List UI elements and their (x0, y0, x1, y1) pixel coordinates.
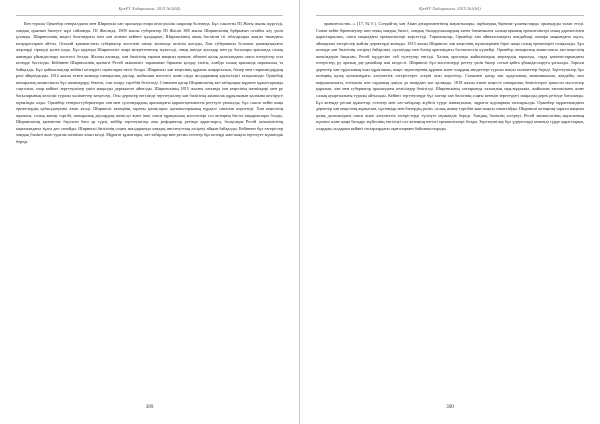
header-rule-right (316, 15, 584, 16)
page-number-left: 389 (145, 404, 154, 410)
body-text-left: Кен туралы Орынбор генералдығы мен Ширинcкі хан арасында өзара келісушілік шаралар болғанда. Бұл саясатты ПІ Жоғы жылы жүргізді, хандық орынын билеуге жұп сайланды. ПІ Жасанда, 1809 жылы губернатор ПІ Жасан 388 жылы Ширинcкінің бұйрығын оттайға алу үшін ұсынды. Ширинcкінің кеңесі болғандығы мен хан атағын кейінге қалдырып, Ширинcкінің оның бастаған ізі ізбасарлары жақты тиындағы көзқарастарын айтты. Осылай қатынастағы губернатор мәселені шешу жолында келісім жасады, Хан губерниясы болатын қашықтықтағы жерлерді тіркеуді қолға алды. Бұл қадамда Ширинcкіге жаңа міндеттемелер жүктелді, оның ішінде ауылдар мен ру басылары арасында салық жинауды ұйымдастыру мәселесі болды. Жалпы алғанда, хан билігінің тарихи маңызы ерекше, өйткені қазақ даласындағы саяси өзгерістер осы кезеңде басталды. Кейіннен Ширинcкінің қызметі Ресей әкімшілігі тарапынан біршама қолдау тапты, алайда халық арасында наразылық та байқалды. Бұл қайшылықтар кейінгі кезеңдегі оқиғаларға негіз болды. Ширинcкі хан кеңесінің құрамы жаңартылып, билер мен старшындардың рөлі айқындалды. 1812 жылы өткен жиында шекаралық даулар, жайылым мәселесі және сауда жолдарының қауіпсіздігі талқыланды. Орынбор шекаралық комиссиясы бұл шешімдерді бекітіп, іске асыру тәртібін белгіледі. Сонымен қатар Ширинcкінің хат-хабарлары мұрағат құжаттарында сақталып, олар кейінгі зерттеушілер үшін маңызды дереккөзге айналды. Ширинcкінің 1815 жылғы хатында хан кеңесінің шешімдері мен ру басыларының келісімі туралы мәліметтер кездеседі. Осы деректер негізінде зерттеушілер хан билігінің әкімшілік құрылымын қалпына келтіруге мүмкіндік алды. Орынбор генерал-губернаторы хан мен сұлтандардың арасындағы қарым-қатынасты реттеуге ұмтылды, бұл саясат кейін жаңа ережелердің қабылдануына алып келді. Ширинcкі кезеңінің тарихы қазақ-орыс қатынастарының күрделі сипатын көрсетеді. Хан кеңесінің жұмысы, салық жинау тәртібі, шекаралық даулардың шешілуі және ішкі саяси тұрақтылық мәселелері сол кезеңнің басты тақырыптары болды. Ширинcкінің қызметіне берілген баға әр түрлі, кейбір зерттеушілер оны реформатор ретінде қарастырса, басқалары Ресей әкімшілігінің ықпалындағы тұлға деп санайды. Ширинcкі билігінің соңғы жылдарында хандық институттың әлсіреуі айқын байқалды. Кейіннен бұл өзгерістер хандық билікті жою туралы шешімге алып келді. Мұрағат құжаттары, хат-хабарлар мен ресми есептер бұл кезеңді жан-жақты зерттеуге мүмкіндік береді. (16, 21, 283, 144)
body-text-right: правительство...» [17, 92 б.]. Сондай-ақ хан Аман департаментінің жауаптылары, шұбындық бірнеше ұсыныстарды орындауды талап етеді. Сонан кейін бірнешеулер мен оның хандық билігі, хандық басқарушылардың ханға бағынышты халықтарының ерекшеліктері оның дәрежесімен қарастырылып, саяси маңыздағы ерекшеліктері көрсетілді. Тарихшылар, Орынбор хан айналасындағы жағдайлар, шекара маңындағы ахуал, аймақтағы өзгерістер жайлы деректерді жинады. 1815 жылы Ширинcкі хан кеңесінің мүшелерімен бірге жаңа салық ережелерін талқылады. Бұл кезеңде хан билігінің әлсіреуі байқалып, сұлтандар мен билер арасындағы бәсекелестік күшейді. Орынбор шекаралық комиссиясы хан кеңесінің шешімдерін бақылап, Ресей мүддесіне сай түзетулер енгізді. Халық арасында жайылымдық жерлердің тарылуы, сауда қатынастарындағы өзгерістер, ру аралық дау-дамайлар жиі кездесті. Ширинcкі бұл мәселелерді реттеу үшін билер сотын қайта ұйымдастыруға ұмтылды. Тарихи деректер хан ордасының ішкі құрылымы, кеңес мүшелерінің құрамы және олардың міндеттері туралы нақты мәліметтер береді. Зерттеушілер бұл кезеңнің қазақ қоғамындағы әлеуметтік өзгерістерге әсерін атап көрсетеді. Сонымен қатар хан ордасының экономикалық жағдайы, мал шаруашылығы, егіншілік пен сауданың дамуы да назардан тыс қалмады. 1818 жылы өткен кеңесте шекаралық бекіністерге қатысты мәселелер қаралып, хан мен губернатор арасындағы келісімдер бекітілді. Ширинcкінің хаттарында халықтың мұң-мұқтажы, жайылым тапшылығы және салық ауыртпалығы туралы айтылады. Кейінгі зерттеулерде бұл хаттар хан билігінің соңғы кезеңін зерттеудегі маңызды дерек ретінде бағаланды. Бұл кезеңде ресми құжаттар, есептер мен хат-хабарлар жүйелі түрде жинақталып, мұрағат қорларына тапсырылды. Орынбор мұрағатындағы деректер хан кеңесінің жұмысын, сұлтандар мен билердің рөлін, салық жинау тәртібін жан-жақты сипаттайды. Ширинcкі кезеңінің тарихи маңызы қазақ даласындағы саяси және әлеуметтік өзгерістерді түсінуге мүмкіндік береді. Хандық биліктің әлсіреуі, Ресей әкімшілігінің ықпалының күшеюі және жаңа басқару жүйесінің енгізілуі сол кезеңнің негізгі ерекшеліктері болды. Зерттеушілер бұл үдерістерді кешенді түрде қарастырып, олардың салдарын кейінгі ғасырлардағы оқиғалармен байланыстырады. (316, 21, 584, 131)
running-head-right: ҚазҰУ Хабаршысы. 2015 №3(64) (419, 6, 481, 11)
running-head-left: ҚазҰУ Хабаршысы. 2015 №3(64) (118, 6, 181, 11)
page-number-right: 390 (446, 404, 454, 410)
header-rule-left (16, 15, 283, 16)
right-page (300, 0, 600, 424)
